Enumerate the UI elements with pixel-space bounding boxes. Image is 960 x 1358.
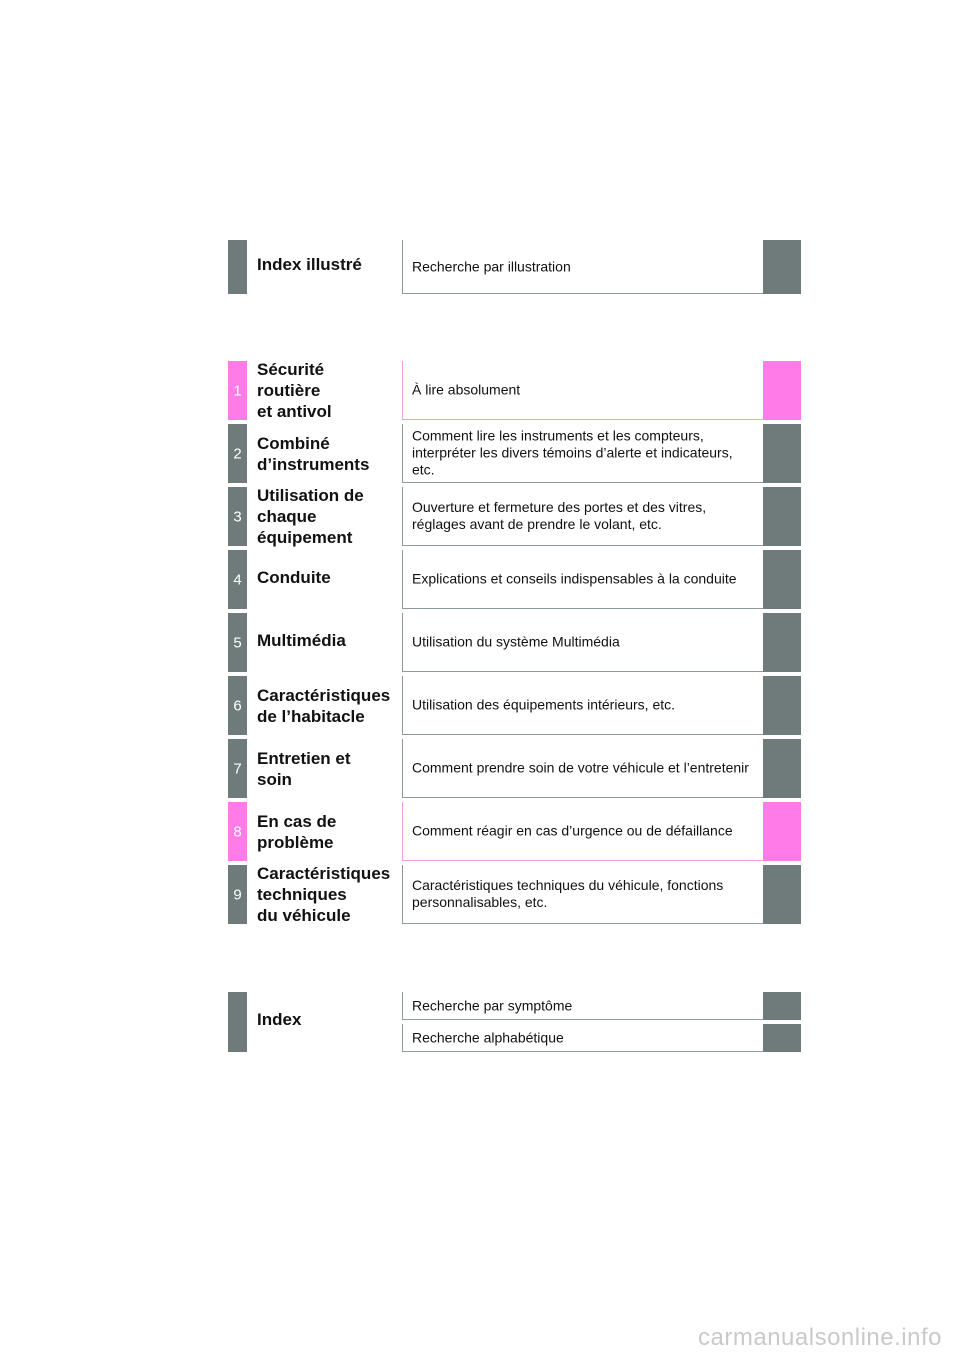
index-item-box <box>402 1024 763 1052</box>
chapter-title: Entretien et soin <box>257 749 351 789</box>
illustrated-index-row[interactable] <box>228 240 801 294</box>
chapter-row-1[interactable] <box>228 361 801 420</box>
chapter-description-box <box>402 865 763 924</box>
chapter-description: Comment lire les instruments et les compteurs, interpréter les divers témoins d’alerte et indicateurs, etc. <box>412 427 733 478</box>
index-item-label: Recherche par symptôme <box>412 997 573 1013</box>
chapter-row-2[interactable] <box>228 424 801 483</box>
chapter-thumb-tab[interactable] <box>763 424 801 483</box>
chapter-description: Explications et conseils indispensables à la conduite <box>412 570 737 587</box>
chapter-thumb-tab[interactable] <box>763 550 801 609</box>
chapter-description-box <box>402 613 763 672</box>
chapter-number: 6 <box>233 697 242 714</box>
chapter-number: 1 <box>233 382 242 399</box>
chapter-description: Utilisation du système Multimédia <box>412 633 620 650</box>
index-group <box>228 992 801 1052</box>
chapter-description: Ouverture et fermeture des portes et des vitres, réglages avant de prendre le volant, etc. <box>412 499 707 532</box>
index-thumb-tab[interactable] <box>763 1024 801 1052</box>
index-left-bar <box>228 992 247 1052</box>
chapter-description-box <box>402 739 763 798</box>
chapter-title: Conduite <box>257 568 331 587</box>
chapter-description-box <box>402 802 763 861</box>
chapter-description-box <box>402 361 763 420</box>
row-title: Index illustré <box>257 255 362 274</box>
chapter-row-8[interactable] <box>228 802 801 861</box>
chapter-description-box <box>402 487 763 546</box>
chapter-title: Multimédia <box>257 631 346 650</box>
chapter-row-7[interactable] <box>228 739 801 798</box>
chapter-description-box <box>402 550 763 609</box>
chapter-number: 8 <box>233 823 242 840</box>
row-left-bar <box>228 240 247 294</box>
chapter-description-box <box>402 676 763 735</box>
chapter-thumb-tab[interactable] <box>763 676 801 735</box>
chapter-number: 4 <box>233 571 242 588</box>
index-item-label: Recherche alphabétique <box>412 1029 564 1045</box>
chapter-description: Comment prendre soin de votre véhicule et l’entretenir <box>412 759 749 776</box>
chapter-title: Utilisation de chaque équipement <box>257 486 364 547</box>
chapter-title: Caractéristiques techniques du véhicule <box>257 864 391 925</box>
chapter-thumb-tab[interactable] <box>763 613 801 672</box>
chapter-row-5[interactable] <box>228 613 801 672</box>
chapter-description-box <box>402 424 763 483</box>
chapter-thumb-tab[interactable] <box>763 739 801 798</box>
index-title: Index <box>257 1010 302 1029</box>
row-description-box <box>402 240 763 294</box>
chapter-description: Caractéristiques techniques du véhicule, fonctions personnalisables, etc. <box>412 877 724 910</box>
row-thumb-tab[interactable] <box>763 240 801 294</box>
chapter-number: 9 <box>233 886 242 903</box>
chapter-thumb-tab[interactable] <box>763 802 801 861</box>
chapter-number: 2 <box>233 445 242 462</box>
chapter-description: À lire absolument <box>412 381 521 398</box>
chapter-row-3[interactable] <box>228 487 801 546</box>
chapter-thumb-tab[interactable] <box>763 361 801 420</box>
chapter-description: Utilisation des équipements intérieurs, etc. <box>412 696 676 713</box>
chapter-thumb-tab[interactable] <box>763 865 801 924</box>
chapter-row-9[interactable] <box>228 865 801 924</box>
watermark: carmanualsonline.info <box>698 1324 942 1351</box>
chapter-thumb-tab[interactable] <box>763 487 801 546</box>
chapter-number: 3 <box>233 508 242 525</box>
chapter-title: Caractéristiques de l’habitacle <box>257 686 391 726</box>
chapter-title: Sécurité routière et antivol <box>257 360 332 421</box>
index-item-alphabetical[interactable] <box>402 1024 801 1052</box>
chapter-row-6[interactable] <box>228 676 801 735</box>
chapter-title: En cas de problème <box>257 812 337 852</box>
index-item-box <box>402 992 763 1020</box>
chapter-description: Comment réagir en cas d’urgence ou de défaillance <box>412 822 733 839</box>
chapter-title: Combiné d’instruments <box>257 434 370 474</box>
chapter-number: 5 <box>233 634 242 651</box>
row-description: Recherche par illustration <box>412 258 571 274</box>
chapter-row-4[interactable] <box>228 550 801 609</box>
index-thumb-tab[interactable] <box>763 992 801 1020</box>
index-item-symptom[interactable] <box>402 992 801 1020</box>
chapter-number: 7 <box>233 760 242 777</box>
